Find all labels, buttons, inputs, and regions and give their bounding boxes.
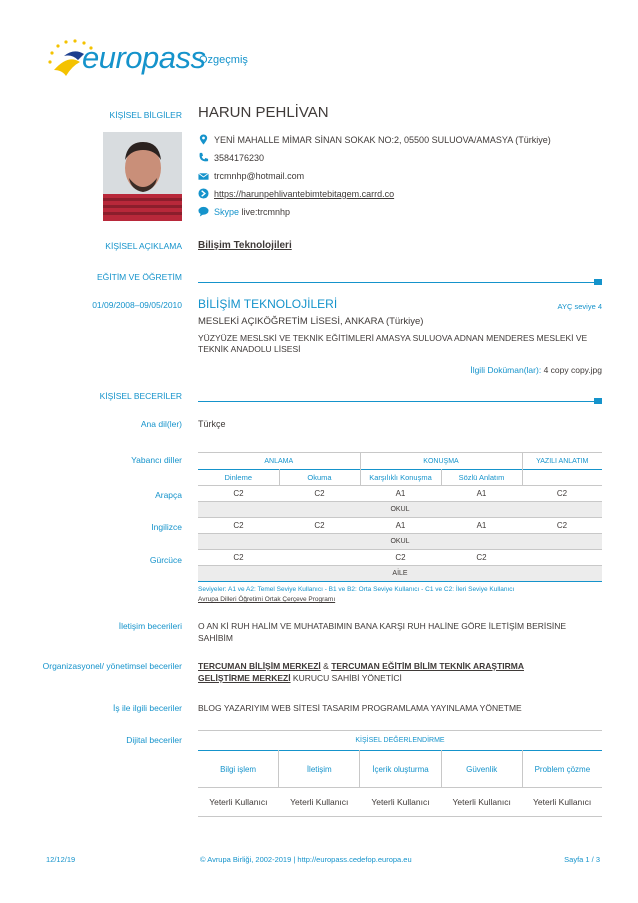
section-divider xyxy=(198,282,602,283)
section-divider-marker xyxy=(594,279,602,285)
certificate-cell: OKUL xyxy=(390,538,410,545)
logo-wordmark: europass xyxy=(82,40,206,75)
education-description: YÜZYÜZE MESLSKİ VE TEKNİK EĞİTİMLERİ AMASYA SULUOVA ADNAN MENDERES MESLEKİ VE TEKNİK ANADOLU LİSESİ xyxy=(198,333,588,354)
head-speaking: KONUŞMA xyxy=(360,453,522,470)
website-icon xyxy=(198,188,209,199)
europass-logo xyxy=(44,36,206,80)
sub-production: Sözlü Anlatım xyxy=(441,470,522,486)
email-icon xyxy=(198,171,209,182)
certificate-cell: OKUL xyxy=(390,506,410,513)
section-divider-marker xyxy=(594,398,602,404)
org-role: KURUCU SAHİBİ YÖNETİCİ xyxy=(290,673,402,683)
section-label-statement: KİŞİSEL AÇIKLAMA xyxy=(105,241,182,251)
levels-note: Seviyeler: A1 ve A2: Temel Seviye Kullanıcı - B1 ve B2: Orta Seviye Kullanıcı - C1 ve C2: İleri Seviye Kullanıcı xyxy=(198,586,515,593)
level-cell: A1 xyxy=(395,489,406,498)
language-name: Gürcüce xyxy=(149,555,182,565)
job-skills-value: BLOG YAZARIYIM WEB SİTESİ TASARIM PROGRAMLAMA YAYINLAMA YÖNETME xyxy=(198,703,522,713)
footer-date: 12/12/19 xyxy=(46,855,76,864)
level-cell: C2 xyxy=(556,521,568,530)
org-ampersand: & xyxy=(320,661,332,671)
digital-category: İçerik oluşturma xyxy=(360,751,441,788)
digital-level: Yeterli Kullanıcı xyxy=(290,797,349,807)
level-cell: A1 xyxy=(476,489,487,498)
education-docs-value[interactable]: 4 copy copy.jpg xyxy=(543,365,602,375)
level-cell: A1 xyxy=(395,521,406,530)
document-type: Özgeçmiş xyxy=(199,54,248,66)
level-cell: C2 xyxy=(233,489,244,498)
education-docs-label: İlgili Doküman(lar): xyxy=(470,365,542,375)
digital-level: Yeterli Kullanıcı xyxy=(452,797,511,807)
level-cell: C2 xyxy=(314,489,325,498)
digital-head: KİŞİSEL DEĞERLENDİRME xyxy=(355,737,445,744)
digital-category: İletişim xyxy=(279,751,360,788)
level-cell: C2 xyxy=(476,553,487,562)
digital-skills-label: Dijital beceriler xyxy=(126,735,182,745)
language-name: Ingilizce xyxy=(151,522,182,532)
level-cell: C2 xyxy=(556,489,568,498)
phone-icon xyxy=(198,152,209,163)
profile-photo xyxy=(103,132,182,221)
head-understanding: ANLAMA xyxy=(198,453,360,470)
language-name: Arapça xyxy=(155,490,182,500)
education-institution: MESLEKİ AÇIKÖĞRETİM LİSESİ, ANKARA (Türkiye) xyxy=(198,316,424,327)
digital-category: Problem çözme xyxy=(534,764,591,774)
level-cell: C2 xyxy=(233,553,244,562)
digital-level: Yeterli Kullanıcı xyxy=(371,797,430,807)
communication-label: İletişim becerileri xyxy=(118,621,182,631)
phone-text: 3584176230 xyxy=(214,153,265,163)
footer-copyright: © Avrupa Birliği, 2002-2019 | http://europass.cedefop.europa.eu xyxy=(200,855,412,864)
section-label-education: EĞİTİM VE ÖĞRETİM xyxy=(96,272,182,282)
mother-tongue-label: Ana dil(ler) xyxy=(140,419,182,429)
digital-category: Bilgi işlem xyxy=(198,751,279,788)
level-cell: C2 xyxy=(395,553,406,562)
im-type: Skype xyxy=(214,207,240,217)
mother-tongue-value: Türkçe xyxy=(198,419,226,429)
job-skills-label: İş ile ilgili beceriler xyxy=(113,703,182,713)
address-text: YENİ MAHALLE MİMAR SİNAN SOKAK NO:2, 05500 SULUOVA/AMASYA (Türkiye) xyxy=(214,135,551,145)
sub-reading: Okuma xyxy=(279,470,360,486)
language-row xyxy=(198,486,602,502)
org-link-1[interactable]: TERCUMAN BİLİŞİM MERKEZİ xyxy=(198,661,321,671)
section-label-skills: KİŞİSEL BECERİLER xyxy=(99,391,182,401)
level-cell: A1 xyxy=(476,521,487,530)
level-cell: C2 xyxy=(314,521,325,530)
foreign-languages-label: Yabancı diller xyxy=(131,455,182,465)
cefr-link[interactable]: Avrupa Dilleri Öğretimi Ortak Çerçeve Programı xyxy=(198,596,336,603)
org-skills-label: Organizasyonel/ yönetimsel beceriler xyxy=(42,661,182,671)
language-table xyxy=(198,452,602,582)
email-link[interactable]: trcmnhp@hotmail.com xyxy=(214,171,305,181)
digital-category: Güvenlik xyxy=(441,751,522,788)
person-name: HARUN PEHLİVAN xyxy=(198,104,329,121)
language-row xyxy=(198,518,602,534)
education-level: AYÇ seviye 4 xyxy=(557,302,602,311)
certificate-cell: AİLE xyxy=(392,570,408,577)
level-cell xyxy=(279,550,360,566)
digital-skills-table xyxy=(198,730,602,817)
sub-interaction: Karşılıklı Konuşma xyxy=(360,470,441,486)
education-title: BİLİŞİM TEKNOLOJİLERİ xyxy=(198,297,338,311)
head-writing: YAZILI ANLATIM xyxy=(536,457,589,465)
im-value: live:trcmnhp xyxy=(241,207,291,217)
communication-value: O AN Kİ RUH HALİM VE MUHATABIMIN BANA KARŞI RUH HALİNE GÖRE İLETİŞİM BERİSİNE SAHİBİM xyxy=(198,621,567,643)
section-label-personal: KİŞİSEL BİLGİLER xyxy=(109,110,182,120)
footer-page: Sayfa 1 / 3 xyxy=(564,855,600,864)
level-cell: C2 xyxy=(233,521,244,530)
org-link-2-cont[interactable]: GELİŞTİRME MERKEZİ xyxy=(198,673,291,683)
chat-icon xyxy=(198,206,209,217)
level-cell xyxy=(522,550,602,566)
section-divider xyxy=(198,401,602,402)
education-dates: 01/09/2008–09/05/2010 xyxy=(92,300,182,310)
sub-listening: Dinleme xyxy=(198,470,279,486)
website-link[interactable]: https://harunpehlivantebimtebitagem.carrd.co xyxy=(214,189,395,199)
digital-level: Yeterli Kullanıcı xyxy=(532,797,592,807)
digital-level: Yeterli Kullanıcı xyxy=(209,797,268,807)
language-row xyxy=(198,550,602,566)
org-link-2[interactable]: TERCUMAN EĞİTİM BİLİM TEKNİK ARAŞTIRMA xyxy=(331,661,524,671)
statement-value[interactable]: Bilişim Teknolojileri xyxy=(198,240,292,251)
location-icon xyxy=(198,134,209,145)
